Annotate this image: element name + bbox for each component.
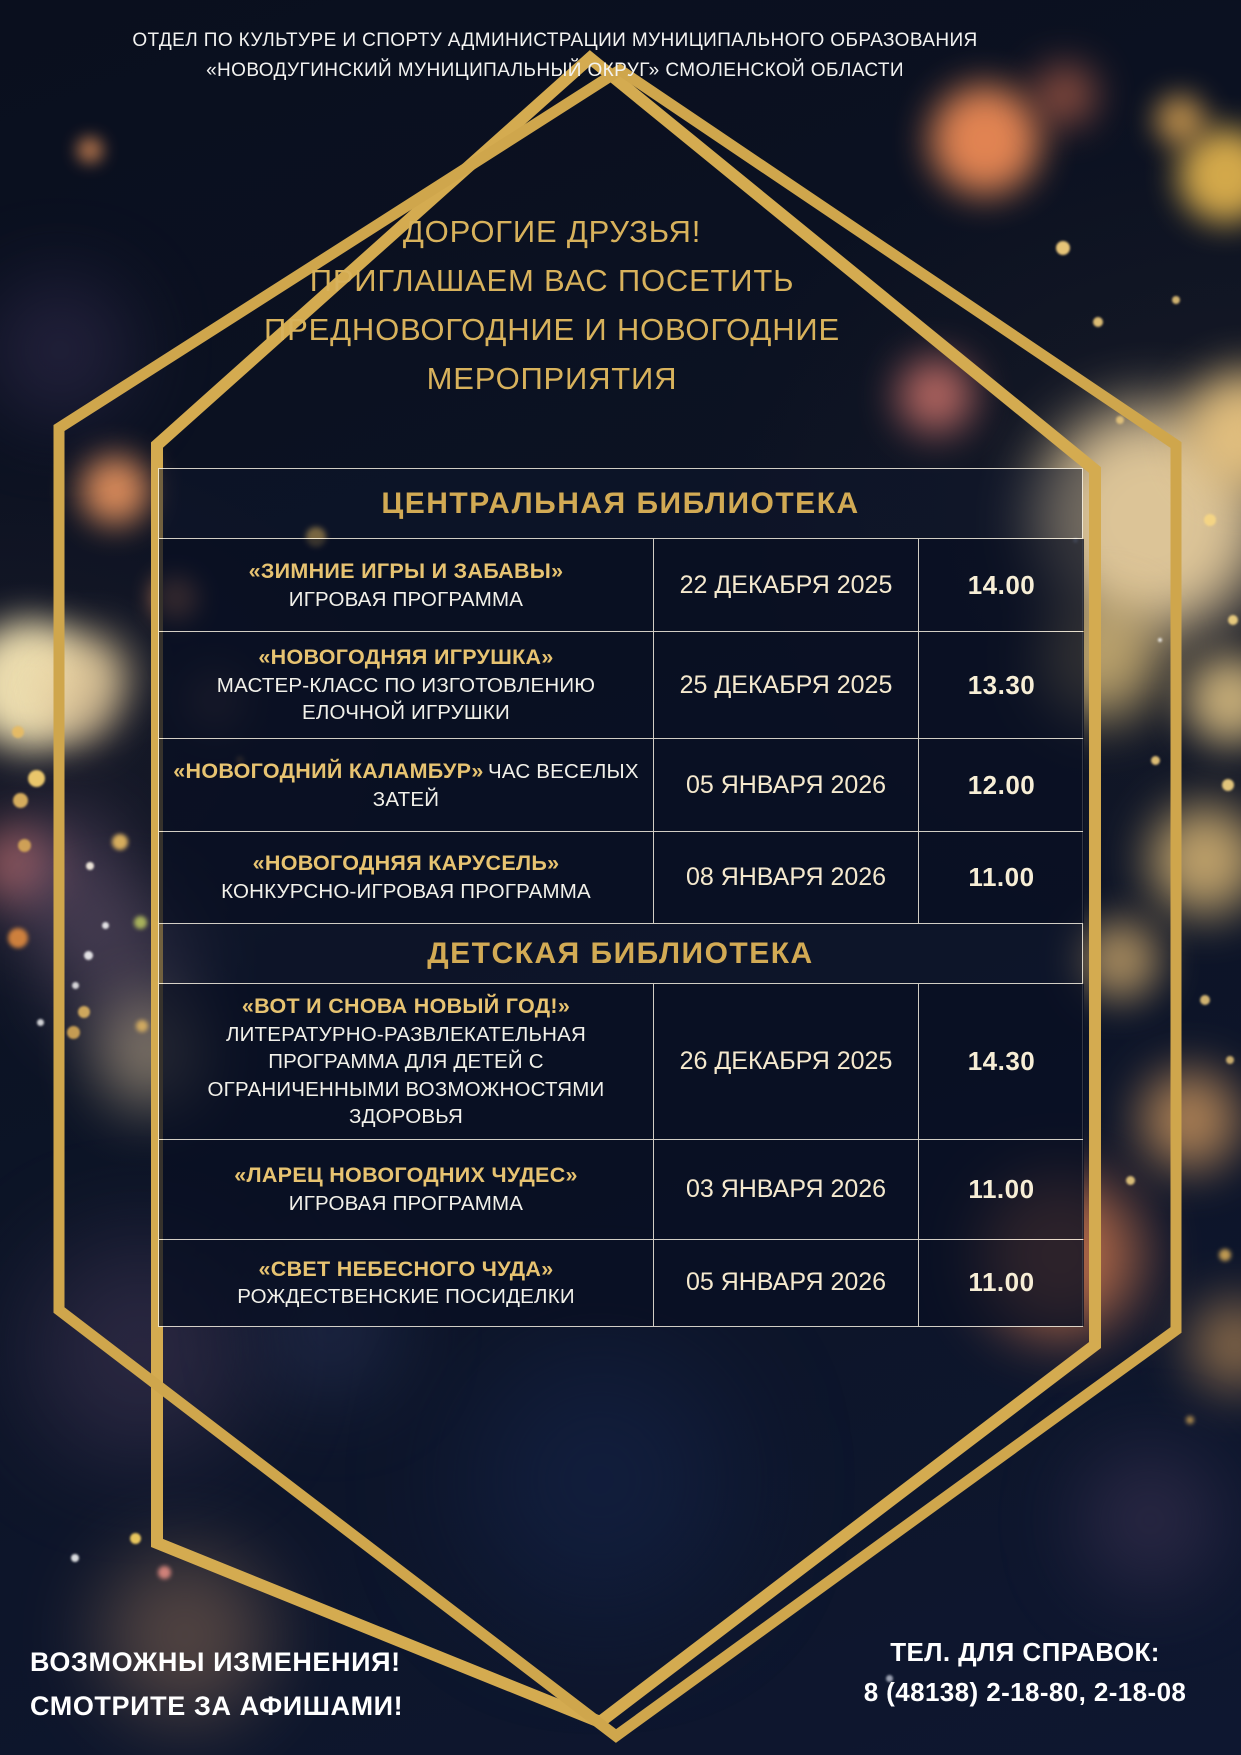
footer-phones (815, 1632, 1235, 1712)
invitation-line-4: МЕРОПРИЯТИЯ (426, 361, 678, 396)
event-cell (159, 739, 653, 831)
organization-header (0, 26, 1110, 86)
event-time: 11.00 (968, 862, 1035, 892)
event-date: 25 ДЕКАБРЯ 2025 (679, 670, 893, 699)
event-time: 12.00 (967, 769, 1036, 800)
event-description: ЛИТЕРАТУРНО-РАЗВЛЕКАТЕЛЬНАЯ ПРОГРАММА ДЛЯ ДЕТЕЙ С ОГРАНИЧЕННЫМИ ВОЗМОЖНОСТЯМИ ЗДОРОВЬЯ (207, 1022, 605, 1129)
event-row (159, 831, 1082, 923)
events-table (158, 468, 1083, 1327)
event-row (159, 738, 1082, 831)
org-line1: ОТДЕЛ ПО КУЛЬТУРЕ И СПОРТУ АДМИНИСТРАЦИИ МУНИЦИПАЛЬНОГО ОБРАЗОВАНИЯ (132, 30, 978, 51)
event-time-cell (918, 1240, 1084, 1326)
notice-line2: СМОТРИТЕ ЗА АФИШАМИ! (30, 1691, 404, 1721)
event-time: 14.00 (967, 569, 1036, 600)
event-cell (159, 539, 653, 631)
event-date: 05 ЯНВАРЯ 2026 (685, 1268, 887, 1297)
event-date-cell (653, 1140, 918, 1239)
event-title: «НОВОГОДНЯЯ КАРУСЕЛЬ» (252, 851, 560, 876)
event-description: ЧАС ВЕСЕЛЫХ ЗАТЕЙ (372, 759, 639, 811)
event-date-cell (653, 539, 918, 631)
event-row (159, 1239, 1082, 1326)
event-title: «НОВОГОДНЯЯ ИГРУШКА» (258, 645, 554, 670)
event-time-cell (918, 632, 1084, 738)
event-cell (159, 984, 653, 1139)
event-date-cell (653, 1240, 918, 1326)
event-description: ИГРОВАЯ ПРОГРАММА (288, 1191, 524, 1215)
event-cell (159, 632, 653, 738)
event-description: ИГРОВАЯ ПРОГРАММА (288, 587, 524, 611)
event-date: 26 ДЕКАБРЯ 2025 (679, 1047, 893, 1076)
event-description: РОЖДЕСТВЕНСКИЕ ПОСИДЕЛКИ (237, 1285, 575, 1309)
event-title: «ЗИМНИЕ ИГРЫ И ЗАБАВЫ» (248, 558, 564, 583)
event-date: 08 ЯНВАРЯ 2026 (685, 863, 887, 892)
event-title: «СВЕТ НЕБЕСНОГО ЧУДА» (258, 1256, 554, 1281)
org-line2: «НОВОДУГИНСКИЙ МУНИЦИПАЛЬНЫЙ ОКРУГ» СМОЛЕНСКОЙ ОБЛАСТИ (206, 60, 904, 81)
event-description: КОНКУРСНО-ИГРОВАЯ ПРОГРАММА (221, 880, 591, 904)
invitation-title (0, 207, 1104, 403)
event-date-cell (653, 632, 918, 738)
section-header: ЦЕНТРАЛЬНАЯ БИБЛИОТЕКА (159, 469, 1082, 538)
event-time-cell (918, 739, 1084, 831)
event-time: 13.30 (967, 669, 1036, 700)
event-time: 11.00 (968, 1267, 1035, 1298)
event-time-cell (918, 1140, 1084, 1239)
event-time-cell (918, 832, 1084, 923)
event-title: «ВОТ И СНОВА НОВЫЙ ГОД!» (241, 994, 571, 1018)
event-time: 11.00 (968, 1173, 1035, 1204)
phone-numbers: 8 (48138) 2-18-80, 2-18-08 (863, 1677, 1187, 1707)
invitation-line-2: ПРИГЛАШАЕМ ВАС ПОСЕТИТЬ (309, 263, 795, 298)
event-row (159, 631, 1082, 738)
event-date: 22 ДЕКАБРЯ 2025 (679, 570, 893, 599)
notice-line1: ВОЗМОЖНЫ ИЗМЕНЕНИЯ! (30, 1647, 401, 1677)
event-date: 05 ЯНВАРЯ 2026 (685, 770, 887, 799)
event-row (159, 1139, 1082, 1239)
event-title: «НОВОГОДНИЙ КАЛАМБУР» (173, 758, 484, 783)
event-time-cell (918, 984, 1084, 1139)
phone-label: ТЕЛ. ДЛЯ СПРАВОК: (890, 1637, 1160, 1667)
event-cell (159, 1140, 653, 1239)
event-date-cell (653, 832, 918, 923)
event-date: 03 ЯНВАРЯ 2026 (685, 1174, 887, 1203)
event-description: МАСТЕР-КЛАСС ПО ИЗГОТОВЛЕНИЮ ЕЛОЧНОЙ ИГРУШКИ (216, 673, 596, 725)
event-time: 14.30 (967, 1045, 1036, 1076)
invitation-line-3: ПРЕДНОВОГОДНИЕ И НОВОГОДНИЕ (264, 312, 840, 347)
event-date-cell (653, 739, 918, 831)
section-header: ДЕТСКАЯ БИБЛИОТЕКА (159, 923, 1082, 983)
event-row (159, 983, 1082, 1139)
event-date-cell (653, 984, 918, 1139)
event-title: «ЛАРЕЦ НОВОГОДНИХ ЧУДЕС» (234, 1163, 578, 1188)
event-cell (159, 832, 653, 923)
invitation-line-1: ДОРОГИЕ ДРУЗЬЯ! (402, 214, 702, 249)
event-row (159, 538, 1082, 631)
footer-notice (30, 1640, 403, 1728)
event-cell (159, 1240, 653, 1326)
event-time-cell (918, 539, 1084, 631)
